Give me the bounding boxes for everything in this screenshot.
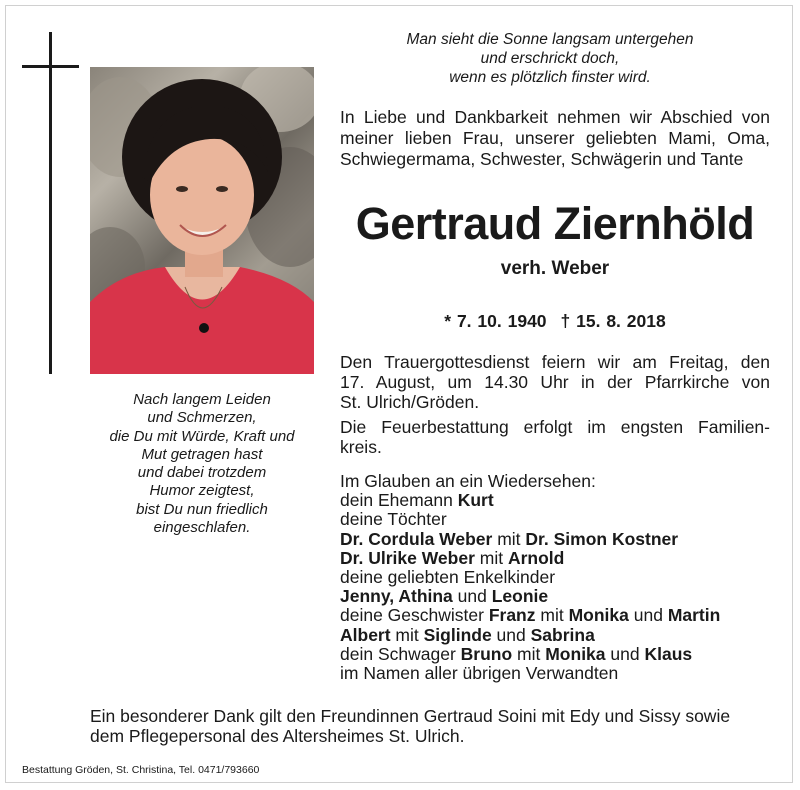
service-line: 17. August, um 14.30 Uhr in der Pfarrkirche von (340, 372, 770, 392)
poem-line: bist Du nun friedlich (136, 500, 268, 518)
poem-line: und Schmerzen, (147, 409, 257, 427)
survivor-text: und (452, 586, 492, 607)
survivor-row (340, 530, 780, 549)
survivor-name: Bruno (460, 643, 513, 664)
poem-line: Nach langem Leiden (133, 391, 271, 408)
married-name: verh. Weber (500, 258, 610, 279)
poem-line: Humor zeigtest, (149, 482, 255, 500)
survivor-text: deine Töchter (340, 509, 447, 530)
burial-line: Die Feuerbestattung erfolgt im engsten Familien- (340, 417, 770, 437)
funeral-home-footer: Bestattung Gröden, St. Christina, Tel. 0471/793660 (22, 764, 260, 776)
funeral-service-text (340, 352, 770, 412)
survivor-row (340, 472, 780, 491)
survivor-text: mit (390, 624, 424, 645)
survivor-name: Albert (340, 624, 391, 645)
survivor-text: dein Ehemann (340, 490, 458, 511)
intro-line: Schwiegermama, Schwester, Schwägerin und Tante (340, 149, 744, 169)
acknowledgement-text (90, 706, 775, 746)
survivors-list (340, 472, 780, 683)
service-line: St. Ulrich/Gröden. (340, 392, 480, 412)
survivor-name: Leonie (491, 586, 549, 607)
opening-quote (360, 30, 740, 87)
survivor-row (340, 645, 780, 664)
survivor-row (340, 549, 780, 568)
portrait-illustration (90, 67, 314, 374)
survivor-row (340, 491, 780, 510)
survivor-text: deine Geschwister (340, 605, 489, 626)
survivor-name: Monika (545, 643, 606, 664)
intro-line: meiner lieben Frau, unserer geliebten Mami, Oma, (340, 128, 770, 148)
survivor-name: Dr. Ulrike Weber (340, 547, 475, 568)
survivor-row (340, 626, 780, 645)
intro-line: In Liebe und Dankbarkeit nehmen wir Abschied von (340, 107, 770, 127)
portrait-photo (90, 67, 314, 374)
survivor-name: Kurt (457, 490, 494, 511)
poem-line: eingeschlafen. (153, 519, 251, 537)
survivor-name: Franz (488, 605, 536, 626)
survivor-row (340, 664, 780, 683)
memorial-poem (90, 391, 314, 537)
poem-line: die Du mit Würde, Kraft und (109, 427, 295, 445)
survivor-name: Klaus (644, 643, 693, 664)
survivor-text: mit (512, 643, 546, 664)
survivor-text: mit (535, 605, 569, 626)
quote-line: und erschrickt doch, (480, 50, 620, 67)
survivor-text: mit (474, 547, 508, 568)
survivor-text: und (491, 624, 531, 645)
survivor-name: Siglinde (423, 624, 492, 645)
survivor-name: Dr. Cordula Weber (340, 528, 493, 549)
survivor-name: Sabrina (530, 624, 595, 645)
service-line: Den Trauergottesdienst feiern wir am Freitag, den (340, 352, 770, 372)
birth-date: * 7. 10. 1940 (444, 311, 547, 331)
quote-line: wenn es plötzlich finster wird. (449, 69, 651, 86)
survivor-text: und (628, 605, 668, 626)
survivor-text: im Namen aller übrigen Verwandten (340, 663, 619, 684)
burial-line: kreis. (340, 437, 382, 457)
quote-line: Man sieht die Sonne langsam untergehen (406, 31, 694, 48)
thanks-line: Ein besonderer Dank gilt den Freundinnen Gertraud Soini mit Edy und Sissy sowie (90, 706, 731, 726)
cross-icon-bar (22, 65, 79, 68)
intro-text (340, 107, 770, 170)
survivor-name: Monika (568, 605, 629, 626)
poem-line: Mut getragen hast (141, 445, 263, 463)
life-dates (340, 310, 770, 332)
survivor-row (340, 568, 780, 587)
survivor-name: Dr. Simon Kostner (525, 528, 679, 549)
survivor-row (340, 587, 780, 606)
survivor-name: Martin (667, 605, 721, 626)
poem-line: und dabei trotzdem (137, 464, 267, 482)
survivor-text: und (605, 643, 645, 664)
cross-icon (49, 32, 52, 374)
survivor-row (340, 606, 780, 625)
death-date: † 15. 8. 2018 (560, 311, 666, 331)
survivor-row (340, 510, 780, 529)
survivor-text: mit (492, 528, 526, 549)
survivor-name: Jenny, Athina (340, 586, 453, 607)
survivor-text: deine geliebten Enkelkinder (340, 567, 556, 588)
survivor-name: Arnold (507, 547, 565, 568)
deceased-name: Gertraud Ziernhöld (355, 198, 755, 249)
survivor-text: Im Glauben an ein Wiedersehen: (340, 471, 596, 491)
survivor-text: dein Schwager (340, 643, 461, 664)
cremation-text (340, 417, 770, 457)
thanks-line: dem Pflegepersonal des Altersheimes St. Ulrich. (90, 726, 465, 746)
